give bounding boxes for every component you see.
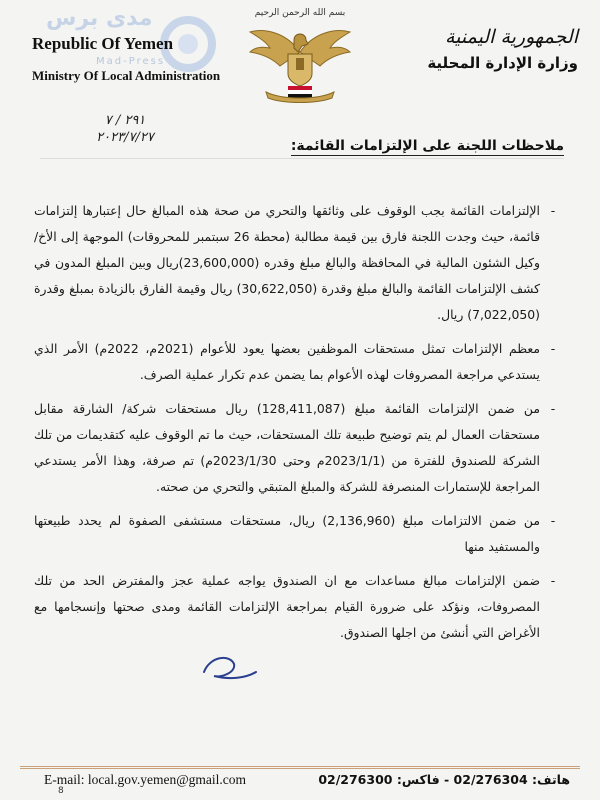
footer-phone: هاتف: 02/276304 - فاكس: 02/276300 [318, 772, 570, 787]
bullet: - [550, 573, 556, 588]
title-rule [40, 158, 564, 159]
note-item-5 [34, 568, 556, 646]
footer-rule-2 [20, 768, 580, 769]
note-item-1 [34, 198, 556, 328]
republic-en: Republic Of Yemen [32, 34, 174, 53]
note-item-3 [34, 396, 556, 500]
reference-date: ٢٠٢٣/٧/٢٧ [96, 130, 154, 145]
note-text: من ضمن الإلتزامات القائمة مبلغ (128,411,087) ريال مستحقات شركة/ الشارقة مقابل مستحقات العمال لم يتم توضيح طبيعة تلك المستحقات، حيث ما تم الوقوف عليه كتقديمات من تلك الشركة للصندوق للفترة من (2023/1/1م وحتى 2023/1/30م) تم صرفة، وهذا الأمر يستدعي المراجعة للإستمارات المنصرفة للشركة والمبلغ المتبقي والتحري من صحته. [34, 401, 540, 494]
note-text: من ضمن الالتزامات مبلغ (2,136,960) ريال، مستحقات مستشفى الصفوة لم يحدد طبيعتها والمستفيد منها [34, 513, 540, 554]
reference-handwritten [60, 112, 190, 146]
notes-list [34, 198, 556, 654]
note-item-4 [34, 508, 556, 560]
ministry-ar: وزارة الإدارة المحلية [427, 54, 578, 72]
section-title: ملاحظات اللجنة على الإلتزامات القائمة: [290, 138, 564, 154]
note-text: معظم الإلتزامات تمثل مستحقات الموظفين بعضها يعود للأعوام (2021م، 2022م) الأمر الذي يستدعي مراجعة المصروفات لهذه الأعوام بما يضمن عدم تكرار عملية الصرف. [34, 341, 541, 382]
ministry-en: Ministry Of Local Administration [32, 68, 221, 83]
header-arabic [378, 26, 578, 72]
note-text: ضمن الإلتزامات مبالغ مساعدات مع ان الصندوق يواجه عملية عجز والمفترض الحد من تلك المصروفات، ونؤكد على ضرورة القيام بمراجعة الإلتزامات القائمة ومدى صحتها وإنسجامها مع الأغراض التي أنشئ من اجلها الصندوق. [34, 573, 540, 640]
basmala: بسم الله الرحمن الرحيم [254, 8, 346, 18]
note-text: الإلتزامات القائمة بجب الوقوف على وثائقها والتحري من صحة هذه المبالغ حال إعتبارها إلتزامات قائمة، حيث وجدت اللجنة فارق بين قيمة مطالبة (محطة 26 سبتمبر للمحروقات) الموجهة إلى الأخ/ وكيل الشئون المالية في المحافظة والبالغ مبلغ وقدره (23,600,000)ريال وبين المبلغ المدون في كشف الإلتزامات القائمة والبالغ مبلغ وقدرة (30,622,050) ريال وقيمة الفارق بالزيادة بمبلغ وقدرة (7,022,050) ريال. [34, 203, 541, 322]
bullet: - [550, 341, 556, 356]
note-item-2 [34, 336, 556, 388]
bullet: - [550, 513, 556, 528]
header-english [32, 34, 232, 84]
bullet: - [550, 203, 556, 218]
page-number: 8 [58, 786, 64, 796]
reference-number: ٢٩١ / ٧ [104, 113, 146, 128]
republic-ar: الجمهورية اليمنية [444, 26, 578, 48]
footer-email: E-mail: local.gov.yemen@gmail.com [44, 772, 246, 787]
bullet: - [550, 401, 556, 416]
yemen-eagle-emblem-icon [246, 22, 354, 104]
signature-icon [200, 652, 260, 688]
watermark-latin: Mad-Press [96, 56, 166, 67]
watermark-arabic: مدى برس [46, 6, 153, 31]
footer-rule [20, 766, 580, 767]
